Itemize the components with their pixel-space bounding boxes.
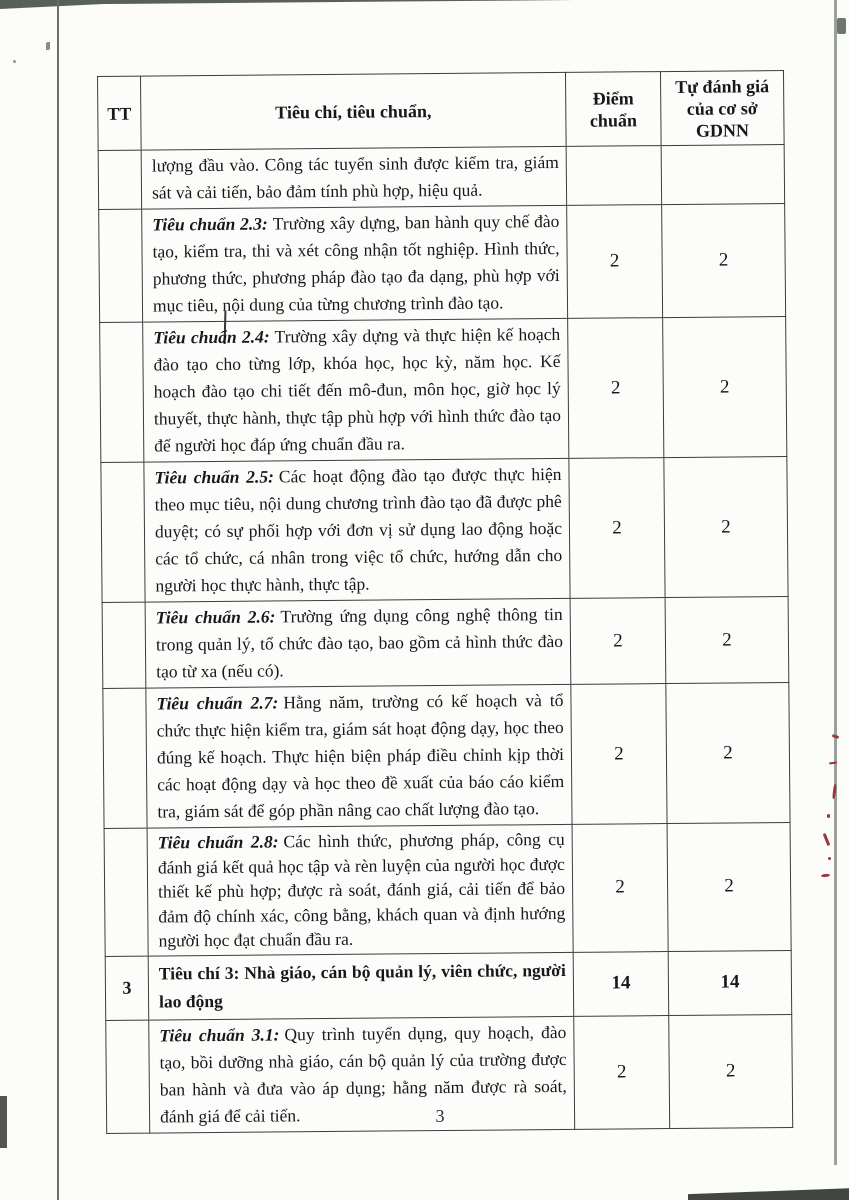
self-assessment-cell: 2 xyxy=(669,1014,793,1128)
scan-artifact-top-edge xyxy=(0,0,575,9)
criteria-text: Các hình thức, phương pháp, công cụ đánh giá kết quả học tập và rèn luyện của người học được thiết kế phù hợp; được rà soát, đánh giá, cải tiến để bảo đảm độ chính xác, công bằng, khách quan và định hướng người học đạt chuẩn đầu ra. xyxy=(157,828,566,951)
criteria-cell xyxy=(143,318,569,462)
criteria-cell xyxy=(148,952,574,1020)
self-assessment-cell xyxy=(661,145,785,205)
standard-score-cell: 2 xyxy=(571,684,667,825)
table-row xyxy=(98,145,784,210)
criteria-label: Tiêu chuẩn 2.7: xyxy=(156,692,279,714)
self-assessment-cell: 2 xyxy=(665,596,789,683)
criteria-text: Các hoạt động đào tạo được thực hiện theo mục tiêu, nội dung chương trình đào tạo đã được phê duyệt; có sự phối hợp với đơn vị sử dụng lao động hoặc các tổ chức, cá nhân trong việc tổ chức, hướng dẫn cho người học thực hành, thực tập. xyxy=(154,463,563,596)
standard-score-cell: 2 xyxy=(568,318,664,459)
table-row xyxy=(101,456,788,602)
table-row xyxy=(102,596,789,688)
criteria-text: Quy trình tuyển dụng, quy hoạch, đào tạo, bồi dưỡng nhà giáo, cán bộ quản lý của trường được ban hành và đưa vào áp dụng; hằng năm được rà soát, đánh giá để cải tiến. xyxy=(159,1021,567,1126)
tt-cell xyxy=(99,209,143,322)
scan-artifact-left-line xyxy=(57,0,59,1200)
col-header-criteria: Tiêu chí, tiêu chuẩn, xyxy=(141,72,567,150)
self-assessment-cell: 2 xyxy=(662,204,786,318)
criteria-table xyxy=(97,70,793,1133)
tt-cell xyxy=(101,462,145,602)
criteria-text: lượng đầu vào. Công tác tuyển sinh được kiểm tra, giám sát và cải tiến, bảo đảm tính phù hợp, hiệu quả. xyxy=(151,151,559,203)
standard-score-cell: 2 xyxy=(567,205,663,319)
standard-score-cell xyxy=(566,146,662,206)
scan-artifact-right-line xyxy=(834,0,837,1165)
scan-speckle xyxy=(12,59,16,63)
table-row xyxy=(104,822,791,955)
tt-cell xyxy=(103,688,147,828)
self-assessment-cell: 2 xyxy=(663,316,787,457)
header-row xyxy=(98,71,785,151)
criteria-label: Tiêu chuẩn 2.5: xyxy=(154,466,274,488)
standard-score-cell: 2 xyxy=(572,824,668,952)
scan-speckle xyxy=(46,42,50,50)
col-header-tt: TT xyxy=(98,76,142,150)
criteria-text: Hằng năm, trường có kế hoạch và tổ chức thực hiện kiểm tra, giám sát hoạt động dạy, học theo đúng kế hoạch. Thực hiện biện pháp điều chỉnh kịp thời các hoạt động dạy và học theo đề xuất của báo cáo kiểm tra, giám sát để góp phần nâng cao chất lượng đào tạo. xyxy=(156,689,565,822)
criteria-label: Tiêu chuẩn 2.3: xyxy=(152,213,268,235)
criteria-text: Trường xây dựng và thực hiện kế hoạch đào tạo cho từng lớp, khóa học, học kỳ, năm học. Kế hoạch đào tạo chi tiết đến mô-đun, môn học, giờ học lý thuyết, thực hành, thực tập phù hợp với hình thức đào tạo để người học đáp ứng chuẩn đầu ra. xyxy=(153,323,562,456)
red-pen-mark xyxy=(827,814,830,818)
tt-cell xyxy=(98,150,142,209)
table-row xyxy=(103,682,790,828)
tt-cell: 3 xyxy=(105,956,149,1020)
table-row xyxy=(105,950,792,1020)
self-assessment-cell: 2 xyxy=(666,682,790,823)
tt-cell xyxy=(100,322,144,462)
tt-cell xyxy=(102,602,146,688)
criteria-cell xyxy=(142,205,568,322)
page-number: 3 xyxy=(435,1106,445,1126)
scan-artifact-top-right xyxy=(837,18,846,34)
self-assessment-cell: 14 xyxy=(668,950,792,1015)
scan-artifact-bottom-right xyxy=(688,1187,849,1200)
standard-score-cell: 2 xyxy=(574,1015,670,1129)
red-pen-mark xyxy=(823,833,831,846)
col-header-standard-score: Điểm chuẩn xyxy=(565,72,661,147)
col-header-self-assessment: Tự đánh giá của cơ sở GDNN xyxy=(660,71,784,146)
criteria-label: Tiêu chuẩn 2.4: xyxy=(153,326,270,348)
criteria-text: Trường ứng dụng công nghệ thông tin trong quản lý, tổ chức đào tạo, bao gồm cả hình thức đào tạo từ xa (nếu có). xyxy=(155,603,564,682)
criteria-label: Tiêu chuẩn 3.1: xyxy=(159,1023,280,1045)
table-header xyxy=(98,71,785,151)
criteria-cell xyxy=(144,458,570,602)
red-pen-mark xyxy=(821,874,830,878)
table-row xyxy=(99,204,786,323)
criteria-cell xyxy=(146,684,572,828)
criteria-cell xyxy=(141,146,566,209)
criteria-cell xyxy=(145,598,571,688)
self-assessment-cell: 2 xyxy=(667,822,791,951)
standard-score-cell: 2 xyxy=(569,458,665,599)
table-row xyxy=(100,316,787,462)
red-pen-mark xyxy=(828,857,831,860)
standard-score-cell: 14 xyxy=(573,951,669,1016)
criteria-text: Tiêu chí 3: Nhà giáo, cán bộ quản lý, viên chức, người lao động xyxy=(158,959,566,1012)
tt-cell xyxy=(104,828,148,956)
self-assessment-cell: 2 xyxy=(664,456,788,597)
red-pen-mark xyxy=(832,734,840,739)
standard-score-cell: 2 xyxy=(570,598,666,685)
criteria-table-wrap xyxy=(97,70,792,1133)
criteria-label: Tiêu chuẩn 2.8: xyxy=(157,831,279,853)
criteria-cell xyxy=(147,824,573,955)
criteria-text: Trường xây dựng, ban hành quy chế đào tạo, kiểm tra, thi và xét công nhận tốt nghiệp. Hình thức, phương thức, phương pháp đào tạo đa dạng, phù hợp với mục tiêu, nội dung của từng chương trình đào tạo. xyxy=(152,210,560,316)
table-body xyxy=(98,145,793,1133)
criteria-label: Tiêu chuẩn 2.6: xyxy=(155,606,276,628)
